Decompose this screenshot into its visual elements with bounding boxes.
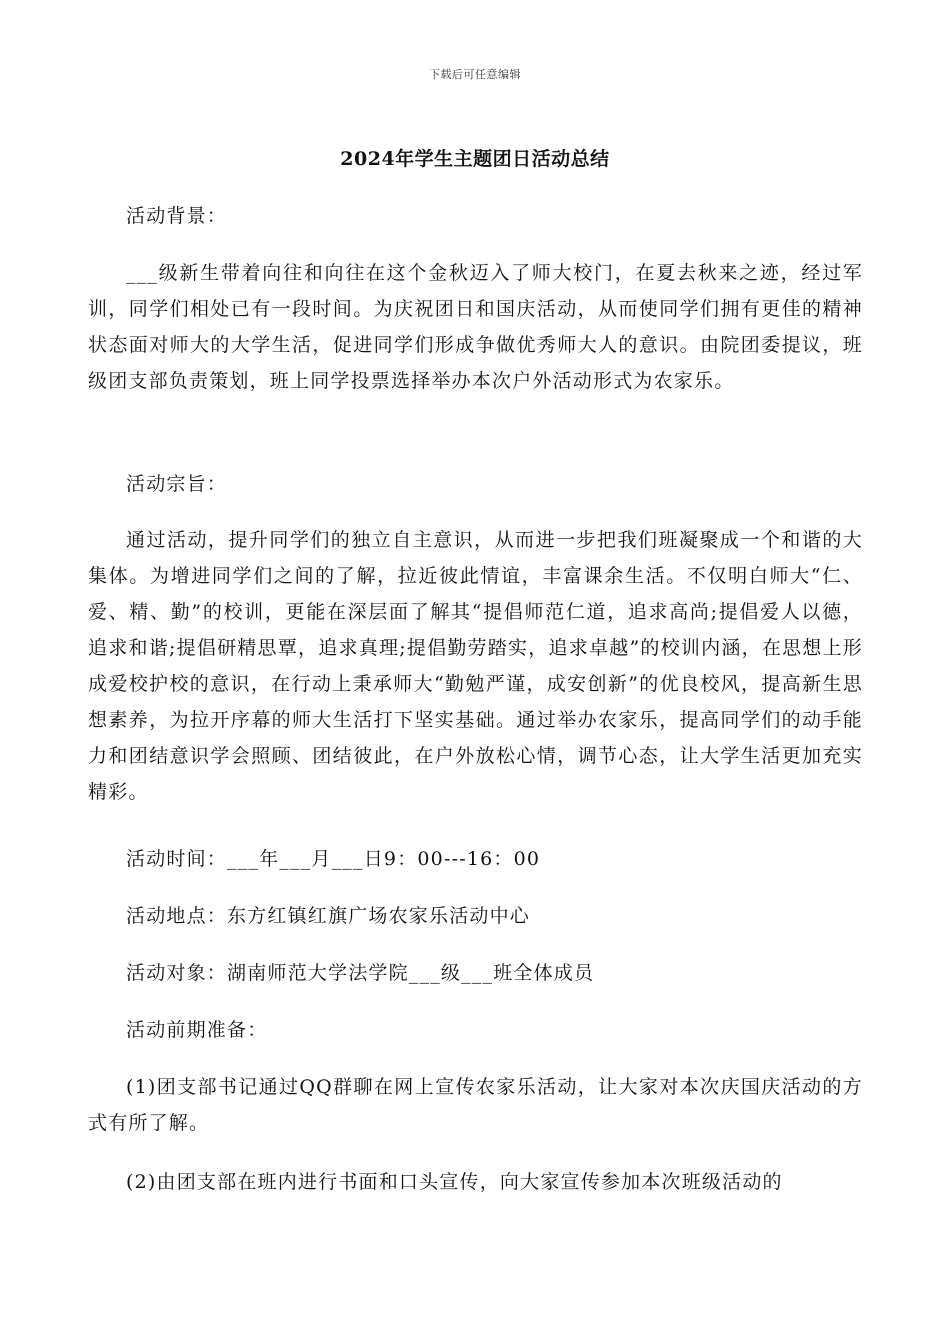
prep-item-2: (2)由团支部在班内进行书面和口头宣传，向大家宣传参加本次班级活动的 (126, 1171, 783, 1193)
background-paragraph: ___级新生带着向往和向往在这个金秋迈入了师大校门，在夏去秋来之迹，经过军训，同学们相处已有一段时间。为庆祝团日和国庆活动，从而使同学们拥有更佳的精神状态面对师大的大学生活，促进同学们形成争做优秀师大人的意识。由院团委提议，班级团支部负责策划，班上同学投票选择举办本次户外活动形式为农家乐。 (88, 262, 863, 392)
header-note: 下载后可任意编辑 (429, 68, 521, 81)
time-line: 活动时间：___年___月___日9：00---16：00 (126, 848, 541, 870)
aim-paragraph: 通过活动，提升同学们的独立自主意识，从而进一步把我们班凝聚成一个和谐的大集体。为增进同学们之间的了解，拉近彼此情谊，丰富课余生活。不仅明白师大“仁、爱、精、勤”的校训，更能在深层面了解其“提倡师范仁道，追求高尚;提倡爱人以德，追求和谐;提倡研精思覃，追求真理;提倡勤劳踏实，追求卓越”的校训内涵，在思想上形成爱校护校的意识，在行动上秉承师大“勤勉严谨，成安创新”的优良校风，提高新生思想素养，为拉开序幕的师大生活打下坚实基础。通过举办农家乐，提高同学们的动手能力和团结意识学会照顾、团结彼此，在户外放松心情，调节心态，让大学生活更加充实精彩。 (88, 529, 863, 803)
prep-label: 活动前期准备： (126, 1019, 268, 1041)
place-line: 活动地点：东方红镇红旗广场农家乐活动中心 (126, 905, 531, 927)
target-line: 活动对象：湖南师范大学法学院___级___班全体成员 (126, 962, 595, 984)
prep-item-1: (1)团支部书记通过QQ群聊在网上宣传农家乐活动，让大家对本次庆国庆活动的方式有所了解。 (88, 1076, 863, 1134)
document-title: 2024年学生主题团日活动总结 (340, 148, 610, 170)
aim-label: 活动宗旨： (126, 473, 228, 495)
background-label: 活动背景： (126, 205, 228, 227)
